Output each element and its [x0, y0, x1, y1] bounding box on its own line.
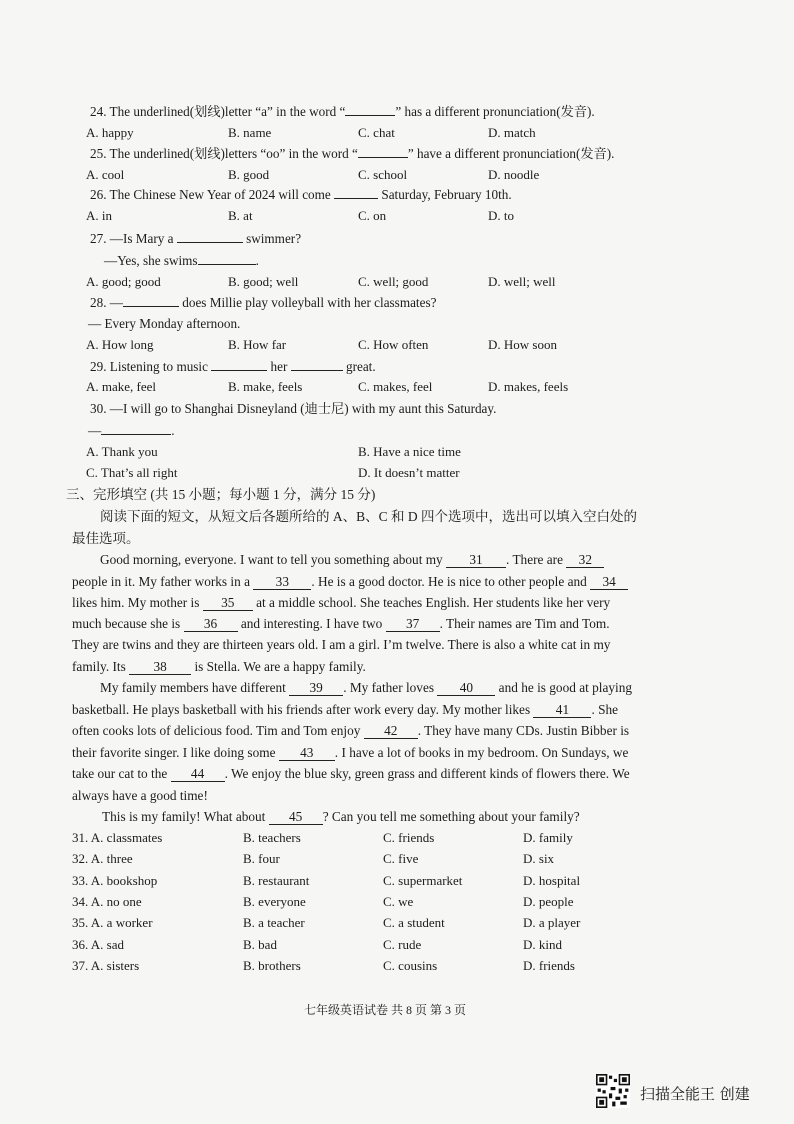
option: B. bad [243, 937, 277, 952]
cloze-question: 32. A. three [72, 851, 133, 866]
option: C. supermarket [383, 873, 463, 888]
option: B. brothers [243, 958, 301, 973]
option: D. makes, feels [488, 379, 569, 394]
option: C. a student [383, 915, 445, 930]
option: C. rude [383, 937, 422, 952]
option: B. restaurant [243, 873, 310, 888]
option: C. we [383, 894, 414, 909]
option: C. five [383, 851, 419, 866]
passage-line: My family members have different 39 . My father loves 40 and he is good at playing [100, 680, 632, 695]
qr-code-icon [596, 1074, 630, 1108]
option: B. make, feels [228, 379, 303, 394]
option: A. good; good [86, 274, 161, 289]
cloze-question: 35. A. a worker [72, 915, 153, 930]
question-30: 30. —I will go to Shanghai Disneyland (迪士尼) with my aunt this Saturday. [90, 401, 497, 416]
option: B. Have a nice time [358, 444, 461, 459]
passage-line: This is my family! What about 45 ? Can you tell me something about your family? [102, 809, 580, 824]
option: D. How soon [488, 337, 557, 352]
option: D. It doesn’t matter [358, 465, 460, 480]
option: B. good; well [228, 274, 299, 289]
option: D. kind [523, 937, 562, 952]
option: C. makes, feel [358, 379, 433, 394]
page-footer: 七年级英语试卷 共 8 页 第 3 页 [304, 1003, 467, 1017]
answer-blank [211, 370, 267, 371]
option: D. match [488, 125, 536, 140]
cloze-question: 34. A. no one [72, 894, 142, 909]
answer-blank [345, 115, 395, 116]
option: C. friends [383, 830, 435, 845]
option: D. to [488, 208, 514, 223]
cloze-question: 36. A. sad [72, 937, 125, 952]
option: B. a teacher [243, 915, 305, 930]
passage-line: often cooks lots of delicious food. Tim and Tom enjoy 42 . They have many CDs. Justin Bibber is [72, 723, 630, 738]
option: D. hospital [523, 873, 581, 888]
option: D. well; well [488, 274, 556, 289]
option: B. How far [228, 337, 287, 352]
scanner-watermark: 扫描全能王 创建 [640, 1085, 750, 1103]
answer-blank [358, 157, 408, 158]
option: C. That’s all right [86, 465, 178, 480]
cloze-question: 33. A. bookshop [72, 873, 158, 888]
section-title: 三、完形填空 (共 15 小题；每小题 1 分，满分 15 分) [66, 487, 376, 502]
option: C. chat [358, 125, 395, 140]
passage-line: their favorite singer. I like doing some 43 . I have a lot of books in my bedroom. On Sundays, we [72, 745, 629, 760]
question-29: 29. Listening to music her great. [90, 359, 376, 374]
option: C. cousins [383, 958, 438, 973]
question-26: 26. The Chinese New Year of 2024 will come Saturday, February 10th. [90, 187, 512, 202]
question-28: 28. — does Millie play volleyball with her classmates? [90, 295, 437, 310]
answer-blank [198, 264, 256, 265]
passage-line: always have a good time! [72, 788, 208, 803]
option: B. four [243, 851, 280, 866]
option: B. name [228, 125, 272, 140]
option: B. at [228, 208, 253, 223]
option: A. cool [86, 167, 125, 182]
option: A. Thank you [86, 444, 158, 459]
cloze-question: 37. A. sisters [72, 958, 140, 973]
question-28-response: — Every Monday afternoon. [88, 316, 241, 331]
option: D. six [523, 851, 555, 866]
option: D. people [523, 894, 574, 909]
question-30-response: — . [88, 423, 175, 438]
passage-line: much because she is 36 and interesting. I have two 37 . Their names are Tim and Tom. [72, 616, 610, 631]
option: B. everyone [243, 894, 306, 909]
section-instruction-cont: 最佳选项。 [72, 531, 140, 546]
passage-line: family. Its 38 is Stella. We are a happy family. [72, 659, 366, 674]
passage-line: take our cat to the 44 . We enjoy the blue sky, green grass and different kinds of flowers there. We [72, 766, 630, 781]
answer-blank [123, 306, 179, 307]
option: D. noodle [488, 167, 540, 182]
option: D. friends [523, 958, 575, 973]
cloze-question: 31. A. classmates [72, 830, 163, 845]
question-27: 27. —Is Mary a swimmer? [90, 231, 302, 246]
option: D. family [523, 830, 573, 845]
section-instruction: 阅读下面的短文，从短文后各题所给的 A、B、C 和 D 四个选项中，选出可以填入空白处的 [100, 509, 638, 524]
option: B. teachers [243, 830, 301, 845]
option: A. make, feel [86, 379, 157, 394]
answer-blank [334, 198, 378, 199]
passage-line: basketball. He plays basketball with his friends after work every day. My mother likes 41 . She [72, 702, 619, 717]
option: C. on [358, 208, 387, 223]
passage-line: They are twins and they are thirteen years old. I am a girl. I’m twelve. There is also a white cat in my [72, 637, 611, 652]
option: A. in [86, 208, 112, 223]
option: D. a player [523, 915, 581, 930]
passage-line: people in it. My father works in a 33 . He is a good doctor. He is nice to other people and 34 [72, 573, 628, 591]
option: A. happy [86, 125, 134, 140]
option: B. good [228, 167, 270, 182]
answer-blank [177, 242, 243, 243]
passage-line: Good morning, everyone. I want to tell you something about my 31 . There are 32 [100, 551, 604, 569]
answer-blank [101, 434, 171, 435]
option: C. How often [358, 337, 429, 352]
answer-blank [291, 370, 343, 371]
passage-line: likes him. My mother is 35 at a middle school. She teaches English. Her students like her very [72, 595, 611, 610]
option: C. school [358, 167, 408, 182]
option: C. well; good [358, 274, 429, 289]
question-25: 25. The underlined(划线)letters “oo” in the word “ ” have a different pronunciation(发音). [90, 146, 615, 161]
option: A. How long [86, 337, 154, 352]
question-24: 24. The underlined(划线)letter “a” in the word “ ” has a different pronunciation(发音). [90, 104, 595, 119]
question-27-response: —Yes, she swims . [104, 253, 259, 268]
